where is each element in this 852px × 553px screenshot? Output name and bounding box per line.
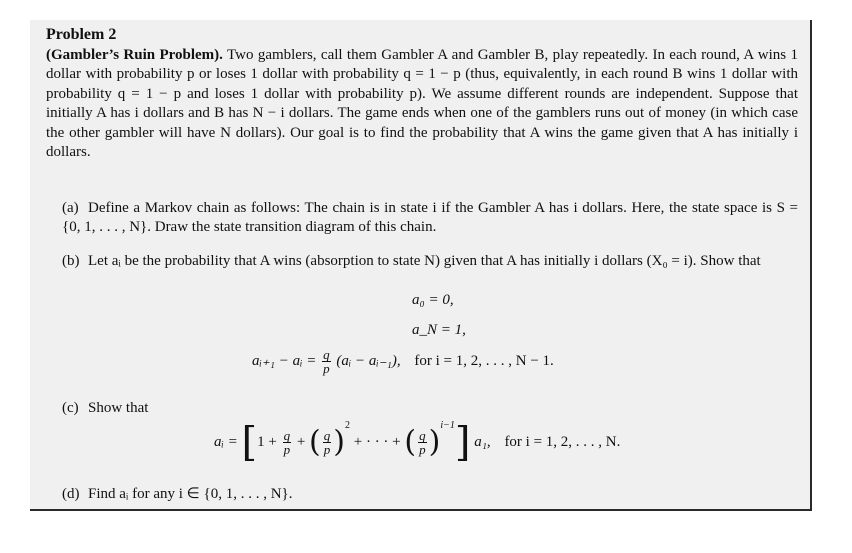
part-d [62, 485, 798, 504]
eq-ai-left: aᵢ = [214, 434, 238, 450]
part-c-label: (c) [62, 400, 79, 416]
eq-ai-exp2: 2 [344, 420, 350, 431]
eq-ai-expi: i−1 [440, 420, 455, 431]
part-a-label: (a) [62, 200, 79, 216]
frac2-num: q [323, 428, 331, 444]
frac3-den: p [419, 442, 426, 458]
eq-ai-frac1 [283, 429, 292, 456]
frac-num: q [323, 347, 330, 362]
eq-recurrence-cond: for i = 1, 2, . . . , N − 1. [414, 352, 554, 369]
frac3-num: q [419, 428, 426, 444]
eq-recurrence-right: (aᵢ − aᵢ₋₁), [336, 352, 401, 369]
part-b-text: Let aᵢ be the probability that A wins (absorption to state N) given that A has initially i dollars (X₀ = i). Show that [88, 253, 761, 269]
eq-ai-dots: + · · · + [353, 434, 401, 450]
part-d-label: (d) [62, 486, 80, 502]
eq-ai [214, 419, 621, 466]
part-a [62, 199, 798, 238]
left-bracket: [ [241, 419, 258, 466]
problem-heading: (Gambler’s Ruin Problem). [46, 47, 223, 63]
paren-close-2: ) [428, 424, 441, 460]
part-c-text: Show that [88, 400, 149, 416]
frac1-den: p [283, 442, 291, 458]
part-b [62, 252, 798, 271]
right-bracket: ] [454, 419, 471, 466]
paren-open-1: ( [309, 424, 321, 460]
eq-recurrence [252, 348, 554, 375]
eq-ai-plus: + [296, 434, 306, 450]
part-d-text: Find aᵢ for any i ∈ {0, 1, . . . , N}. [88, 486, 293, 502]
problem-panel [30, 20, 812, 511]
eq-recurrence-frac [322, 348, 331, 375]
part-a-text: Define a Markov chain as follows: The chain is in state i if the Gambler A has i dollars. Here, the state space is S = {0, 1, . . . , N}. Draw the state transition diagram of this chain. [62, 200, 798, 236]
frac1-num: q [283, 428, 291, 444]
part-b-label: (b) [62, 253, 80, 269]
problem-intro [46, 46, 798, 162]
eq-ai-one: 1 + [257, 434, 277, 450]
eq-ai-frac2 [323, 429, 332, 456]
problem-title: Problem 2 [46, 26, 117, 43]
eq-ai-a1: a₁, [474, 434, 491, 450]
paren-open-2: ( [404, 424, 417, 460]
eq-ai-frac3 [418, 429, 427, 456]
frac2-den: p [323, 442, 331, 458]
eq-ai-cond: for i = 1, 2, . . . , N. [504, 434, 621, 450]
paren-close-1: ) [333, 424, 345, 460]
eq-aN: a_N = 1, [412, 322, 466, 338]
eq-recurrence-left: aᵢ₊₁ − aᵢ = [252, 352, 317, 369]
eq-a0: a₀ = 0, [412, 292, 454, 308]
part-c [62, 399, 798, 418]
frac-den: p [323, 361, 330, 376]
problem-intro-text: Two gamblers, call them Gambler A and Gambler B, play repeatedly. In each round, A wins 1 dollar with probability p or loses 1 dollar with probability q = 1 − p (thus, equivalently, in each round B wins 1 dollar with probability q = 1 − p and loses 1 dollar with probability p). We assume different rounds are independent. Suppose that initially A has i dollars and B has N − i dollars. The game ends when one of the gamblers runs out of money (in which case the other gambler will have N dollars). Our goal is to find the probability that A wins the game given that A has initially i dollars. [46, 47, 799, 161]
